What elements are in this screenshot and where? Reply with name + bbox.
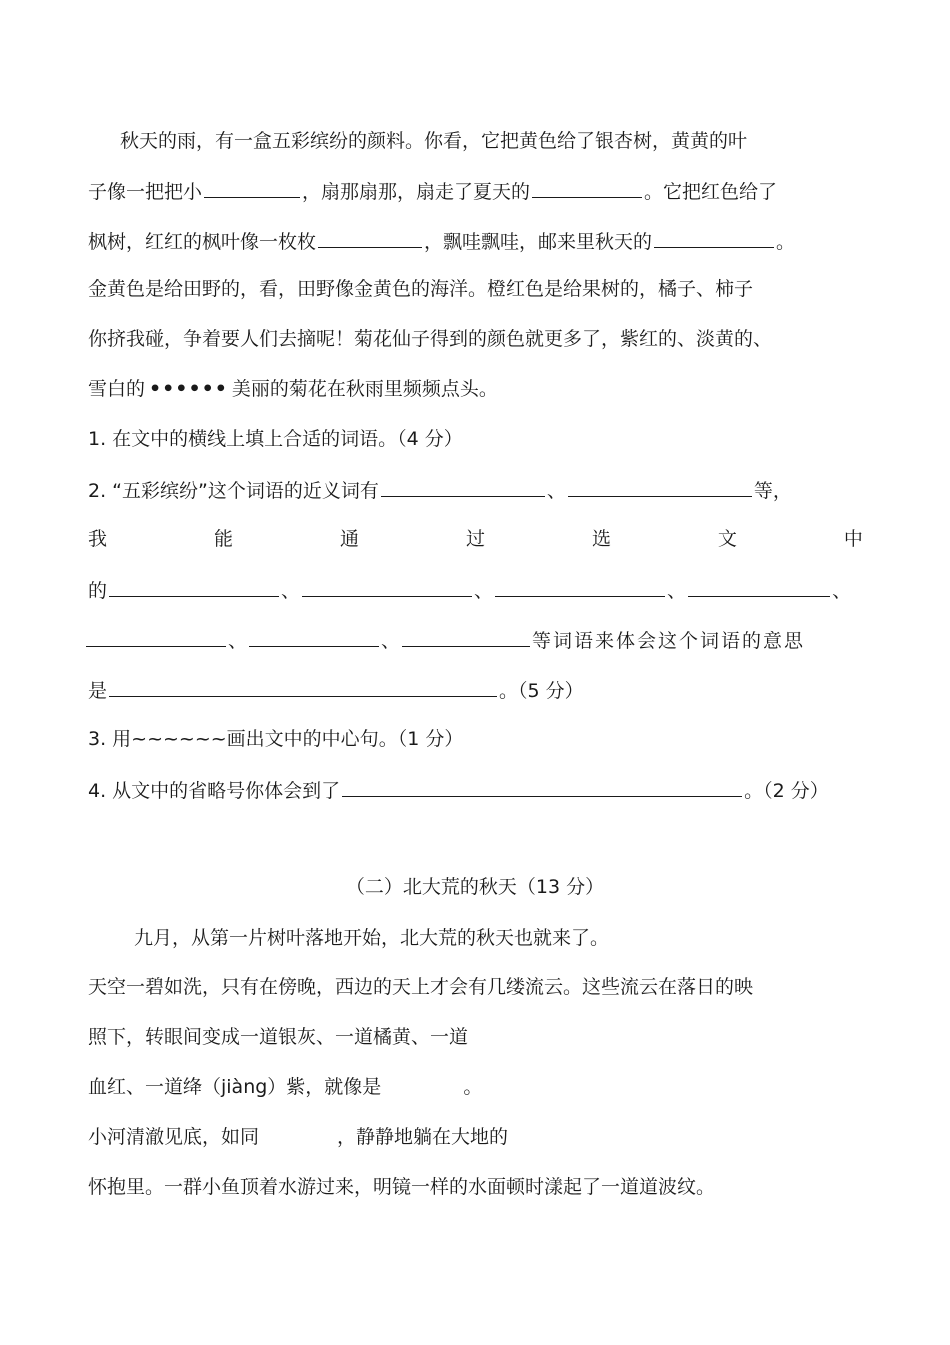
passage2-line3: 照下，转眼间变成一道银灰、一道橘黄、一道 <box>88 1026 469 1048</box>
word-blank-6[interactable] <box>249 626 379 647</box>
word-blank-1[interactable] <box>109 576 279 597</box>
word-blank-4[interactable] <box>688 576 830 597</box>
spread-char: 通 <box>339 528 359 550</box>
question-4-text-b: 。（2 分） <box>744 780 829 802</box>
question-2-line1 <box>88 476 792 504</box>
passage2-line2: 天空一碧如洗，只有在傍晚，西边的天上才会有几缕流云。这些流云在落日的映 <box>88 976 754 998</box>
passage1-line3-text-c: 。 <box>776 231 796 253</box>
spread-char: 能 <box>213 528 233 550</box>
question-2-sep: 、 <box>546 480 566 502</box>
word-blank-3[interactable] <box>495 576 665 597</box>
passage1-line5: 你挤我碰，争着要人们去摘呢！菊花仙子得到的颜色就更多了，紫红的、淡黄的、 <box>88 328 773 350</box>
question-3: 3. 用~~~~~~画出文中的中心句。（1 分） <box>88 728 464 750</box>
section-2-title: （二）北大荒的秋天（13 分） <box>345 876 605 898</box>
word-blank-2[interactable] <box>302 576 472 597</box>
question-2-sep: 、 <box>228 630 248 652</box>
spread-char: 选 <box>591 528 611 550</box>
passage1-line6-text-a: 雪白的 <box>88 378 146 400</box>
passage1-line3 <box>88 227 795 255</box>
fill-blank-2[interactable] <box>532 177 642 198</box>
passage2-line5-text-b: ，静静地躺在大地的 <box>337 1126 509 1148</box>
question-2-text-b: 等， <box>753 480 792 502</box>
passage1-line3-text-a: 枫树，红红的枫叶像一枚枚 <box>88 231 317 253</box>
ellipsis-dots: •••••• <box>149 378 228 400</box>
question-2-shi: 是 <box>88 680 108 702</box>
question-2-line4 <box>86 626 805 654</box>
passage1-line6-text-b: 美丽的菊花在秋雨里频频点头。 <box>231 378 498 400</box>
fill-blank-4[interactable] <box>654 227 774 248</box>
word-blank-5[interactable] <box>86 626 226 647</box>
question-2-text-d: 。（5 分） <box>499 680 584 702</box>
question-2-de: 的 <box>88 580 108 602</box>
passage2-line6: 怀抱里。一群小鱼顶着水游过来，明镜一样的水面顿时漾起了一道道波纹。 <box>88 1176 716 1198</box>
question-4 <box>88 776 829 804</box>
spread-char: 过 <box>465 528 485 550</box>
passage1-line4: 金黄色是给田野的，看，田野像金黄色的海洋。橙红色是给果树的，橘子、柿子 <box>88 278 754 300</box>
passage2-line5-text-a: 小河清澈见底，如同 <box>88 1126 260 1148</box>
synonym-blank-1[interactable] <box>381 476 545 497</box>
question-2-text-c: 等词语来体会这个词语的意思 <box>532 630 806 652</box>
spread-char: 我 <box>88 528 108 550</box>
passage1-line1: 秋天的雨，有一盒五彩缤纷的颜料。你看，它把黄色给了银杏树，黄黄的叶 <box>120 130 748 152</box>
passage1-line2-text-b: ，扇那扇那，扇走了夏天的 <box>302 181 531 203</box>
passage2-line4-text-a: 血红、一道绛（jiàng）紫，就像是 <box>88 1076 382 1098</box>
question-2-sep: 、 <box>381 630 401 652</box>
question-2-line2 <box>88 526 863 552</box>
passage2-line1: 九月，从第一片树叶落地开始，北大荒的秋天也就来了。 <box>134 927 610 949</box>
question-1: 1. 在文中的横线上填上合适的词语。（4 分） <box>88 428 463 450</box>
question-2-text-a: 2. “五彩缤纷”这个词语的近义词有 <box>88 480 379 502</box>
question-2-line5 <box>88 676 584 704</box>
passage2-line5 <box>88 1124 508 1150</box>
fill-blank-3[interactable] <box>318 227 422 248</box>
passage1-line2-text-a: 子像一把把小 <box>88 181 203 203</box>
question-2-sep: 、 <box>667 580 687 602</box>
synonym-blank-2[interactable] <box>568 476 752 497</box>
spread-char: 中 <box>843 528 863 550</box>
question-2-sep: 、 <box>474 580 494 602</box>
question-4-text-a: 4. 从文中的省略号你体会到了 <box>88 780 341 802</box>
passage1-line2 <box>88 177 777 205</box>
passage1-line2-text-c: 。它把红色给了 <box>644 181 778 203</box>
word-blank-7[interactable] <box>402 626 530 647</box>
question-2-line3 <box>88 576 851 604</box>
meaning-blank[interactable] <box>109 676 497 697</box>
passage1-line6 <box>88 376 498 402</box>
passage1-line3-text-b: ，飘哇飘哇，邮来里秋天的 <box>424 231 653 253</box>
passage2-line4-text-b: 。 <box>463 1076 483 1098</box>
question-2-sep: 、 <box>281 580 301 602</box>
question-2-sep: 、 <box>832 580 852 602</box>
ellipsis-meaning-blank[interactable] <box>342 776 742 797</box>
passage2-line4 <box>88 1074 482 1100</box>
fill-blank-1[interactable] <box>204 177 300 198</box>
spread-char: 文 <box>717 528 737 550</box>
